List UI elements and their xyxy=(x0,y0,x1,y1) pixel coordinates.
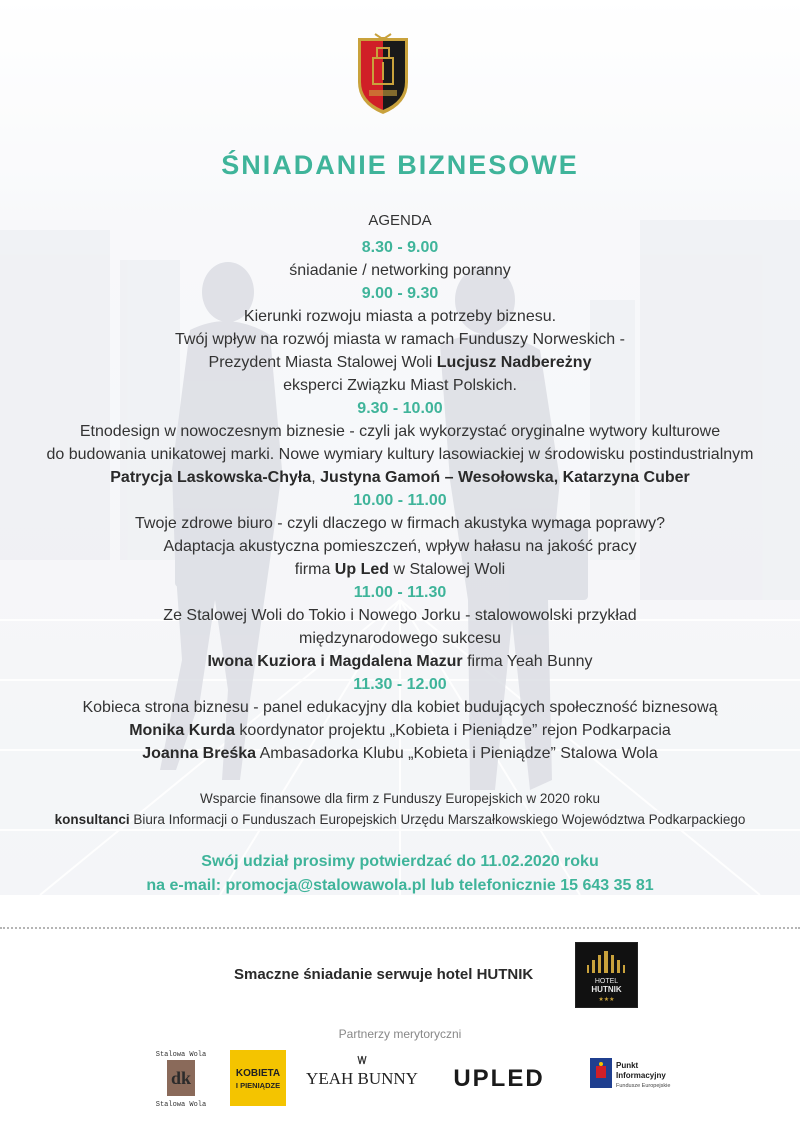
upled-logo xyxy=(440,1048,558,1108)
agenda-text: śniadanie / networking poranny xyxy=(289,262,511,279)
support-line-2 xyxy=(0,809,800,830)
agenda-line xyxy=(0,719,800,742)
agenda-heading: AGENDA xyxy=(368,212,432,229)
mdk-logo xyxy=(155,1048,207,1108)
speaker-name: Lucjusz Nadbereżny xyxy=(436,354,592,371)
yeah-bunny-text: YEAH BUNNY xyxy=(306,1069,418,1088)
agenda-text: Kobieca strona biznesu - panel edukacyjny dla kobiet budujących społeczność biznesową xyxy=(82,699,718,716)
funding-support xyxy=(0,788,800,830)
support-consultants-rest: Biura Informacji o Funduszach Europejskich Urzędu Marszałkowskiego Województwa Podkarpackiego xyxy=(129,812,746,827)
svg-text:★★★: ★★★ xyxy=(598,997,615,1003)
agenda-line xyxy=(0,558,800,581)
speaker-name: Up Led xyxy=(334,561,390,578)
punkt-line2: Informacyjny xyxy=(616,1071,666,1080)
partners-title: Partnerzy merytoryczni xyxy=(338,1027,462,1041)
agenda-line xyxy=(0,604,800,627)
agenda-line xyxy=(0,627,800,650)
agenda-slot xyxy=(0,581,800,673)
agenda-text: firma xyxy=(294,561,335,578)
agenda-time: 9.30 - 10.00 xyxy=(357,400,443,417)
kobieta-i-pieniadze-logo xyxy=(230,1048,286,1108)
agenda-text: w Stalowej Woli xyxy=(389,561,506,578)
speaker-name: Iwona Kuziora i Magdalena Mazur xyxy=(207,653,463,670)
agenda-text: Ambasadorka Klubu „Kobieta i Pieniądze” Stalowa Wola xyxy=(256,745,658,762)
agenda-slots xyxy=(0,236,800,765)
agenda-line xyxy=(0,696,800,719)
agenda-text: Adaptacja akustyczna pomieszczeń, wpływ hałasu na jakość pracy xyxy=(163,538,637,555)
support-consultants: konsultanci xyxy=(54,812,130,827)
agenda-line xyxy=(0,305,800,328)
speaker-name: Joanna Breśka xyxy=(142,745,257,762)
agenda-text: Twój wpływ na rozwój miasta w ramach Funduszy Norweskich - xyxy=(175,331,625,348)
agenda-text: Etnodesign w nowoczesnym biznesie - czyli jak wykorzystać oryginalne wytwory kulturowe xyxy=(79,423,721,440)
yeah-bunny-logo xyxy=(306,1048,418,1108)
page-title: ŚNIADANIE BIZNESOWE xyxy=(221,150,579,180)
agenda xyxy=(0,210,800,765)
speaker-name: Patrycja Laskowska-Chyła xyxy=(110,469,312,486)
agenda-text: Prezydent Miasta Stalowej Woli xyxy=(208,354,437,371)
svg-text:Stalowa Wola: Stalowa Wola xyxy=(155,1101,207,1109)
rsvp-contact: na e-mail: promocja@stalowawola.pl lub telefonicznie 15 643 35 81 xyxy=(146,877,654,894)
agenda-time: 9.00 - 9.30 xyxy=(361,285,439,302)
agenda-text: , xyxy=(311,469,321,486)
agenda-line xyxy=(0,742,800,765)
dotted-divider xyxy=(0,927,800,929)
agenda-time: 10.00 - 11.00 xyxy=(353,492,447,509)
mdk-text: Stalowa Wola xyxy=(155,1051,207,1059)
hotel-sponsor-text: Smaczne śniadanie serwuje hotel HUTNIK xyxy=(234,966,534,983)
agenda-text: firma Yeah Bunny xyxy=(462,653,593,670)
agenda-line xyxy=(0,351,800,374)
agenda-time: 11.00 - 11.30 xyxy=(353,584,447,601)
agenda-line xyxy=(0,420,800,443)
agenda-line xyxy=(0,259,800,282)
agenda-line xyxy=(0,512,800,535)
agenda-text: międzynarodowego sukcesu xyxy=(299,630,501,647)
rsvp-deadline: Swój udział prosimy potwierdzać do 11.02.2020 roku xyxy=(201,853,599,870)
agenda-line xyxy=(0,443,800,466)
agenda-line xyxy=(0,466,800,489)
agenda-slot xyxy=(0,236,800,282)
agenda-line xyxy=(0,374,800,397)
punkt-line1: Punkt xyxy=(616,1061,639,1070)
speaker-name: Justyna Gamoń – Wesołowska, Katarzyna Cuber xyxy=(320,469,690,486)
upled-text: UPLED xyxy=(453,1065,545,1092)
agenda-text: Ze Stalowej Woli do Tokio i Nowego Jorku - stalowowolski przykład xyxy=(163,607,637,624)
agenda-line xyxy=(0,535,800,558)
agenda-text: Twoje zdrowe biuro - czyli dlaczego w firmach akustyka wymaga poprawy? xyxy=(135,515,665,532)
punkt-line3: Fundusze Europejskie xyxy=(616,1083,671,1089)
agenda-slot xyxy=(0,397,800,489)
speaker-name: Monika Kurda xyxy=(129,722,235,739)
hotel-logo-line1: HOTEL xyxy=(594,978,619,985)
agenda-text: koordynator projektu „Kobieta i Pieniądze” rejon Podkarpacia xyxy=(234,722,671,739)
agenda-line xyxy=(0,328,800,351)
kobieta-line1: KOBIETA xyxy=(235,1068,281,1079)
hotel-logo-line2: HUTNIK xyxy=(591,985,622,994)
hotel-hutnik-logo xyxy=(575,942,638,1008)
agenda-time: 11.30 - 12.00 xyxy=(353,676,447,693)
agenda-text: eksperci Związku Miast Polskich. xyxy=(283,377,517,394)
agenda-line xyxy=(0,650,800,673)
kobieta-line2: I PIENIĄDZE xyxy=(235,1081,281,1090)
support-line-1: Wsparcie finansowe dla firm z Funduszy Europejskich w 2020 roku xyxy=(200,791,600,806)
agenda-slot xyxy=(0,673,800,765)
agenda-slot xyxy=(0,489,800,581)
svg-text:dk: dk xyxy=(170,1068,192,1088)
agenda-text: Kierunki rozwoju miasta a potrzeby biznesu. xyxy=(243,308,557,325)
punkt-informacyjny-logo xyxy=(588,1048,688,1108)
rsvp-info xyxy=(0,850,800,898)
stalowa-wola-crest-logo xyxy=(355,32,411,116)
agenda-text: do budowania unikatowej marki. Nowe wymiary kultury lasowiackiej w środowisku postindustrialnym xyxy=(46,446,754,463)
agenda-slot xyxy=(0,282,800,397)
agenda-time: 8.30 - 9.00 xyxy=(361,239,439,256)
